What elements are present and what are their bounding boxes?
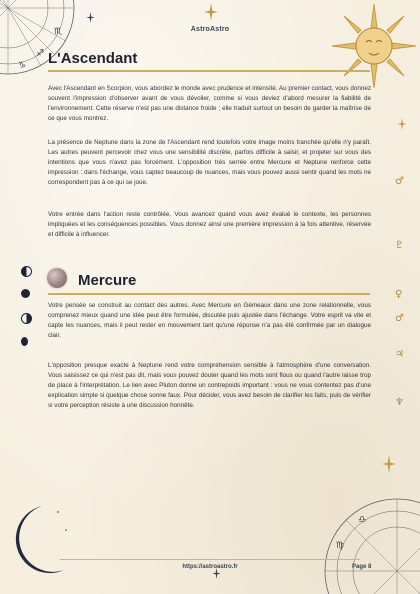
sun-face-icon bbox=[330, 2, 418, 90]
mercury-paragraph-2: L'opposition presque exacte à Neptune rend votre compréhension sensible à l'atmosphère d'une conversation. Vous saisissez ce qui n'est pas dit, mais vous pouvez douter quand les mots sont flous ou quand l'autre laisse trop de place à l'interprétation. Le lien avec Pluton donne un contrepoids important : vous ne vous contentez pas d'une explication simple si quelque chose sonne faux. Pour décider, vous avez besoin de clarifier les faits, puis de vérifier si votre perception résiste à une discussion honnête. bbox=[48, 362, 371, 409]
svg-text:♐: ♐ bbox=[36, 49, 45, 59]
moon-phase-icon bbox=[21, 337, 28, 346]
ascendant-paragraph-2: La présence de Neptune dans la zone de l'Ascendant rend toutefois votre image moins tranchée qu'elle n'y paraît. Les autres peuvent percevoir chez vous une sensibilité discrète, parfois difficile à saisir, et projeter sur vous des intentions que vous n'avez pas forcément. L'opposition très serrée entre Mercure et Neptune renforce cette impression : dans l'échange, vous captez beaucoup de nuances, mais vous pouvez aussi sentir quand les mots ne correspondent pas à ce qui se joue. bbox=[48, 139, 371, 186]
svg-text:♑: ♑ bbox=[18, 61, 27, 71]
sparkle-star-icon bbox=[86, 12, 95, 23]
mars-glyph-icon: ♂ bbox=[395, 176, 404, 187]
jupiter-glyph-icon: ♃ bbox=[395, 349, 404, 360]
svg-text:♏: ♏ bbox=[54, 27, 63, 37]
zodiac-wheel-icon bbox=[322, 496, 420, 594]
sparkle-star-icon bbox=[381, 455, 397, 473]
sparkle-star-icon bbox=[397, 118, 407, 130]
brand-name: AstroAstro bbox=[190, 26, 230, 33]
svg-text:♎: ♎ bbox=[358, 515, 367, 525]
svg-text:♍: ♍ bbox=[336, 541, 345, 551]
section-title-ascendant: L'Ascendant bbox=[48, 50, 138, 67]
page-number: Page 8 bbox=[352, 564, 372, 570]
venus-glyph-icon: ♀ bbox=[395, 289, 403, 300]
footer-divider bbox=[60, 559, 360, 560]
ascendant-paragraph-3: Votre entrée dans l'action reste contrôlée. Vous avancez quand vous avez évalué le contexte, les personnes impliquées et les conséquences possibles. Vous donnez ainsi une première impression à la fois attentive, réservée et difficile à influencer. bbox=[48, 211, 371, 238]
pluto-glyph-icon: ♇ bbox=[395, 240, 404, 251]
moon-phase-icon bbox=[21, 289, 30, 298]
ascendant-paragraph-1: Avec l'Ascendant en Scorpion, vous abordez le monde avec prudence et intensité. Au premier contact, vous donnez souvent l'impression d'observer avant de vous dévoiler, comme si vous deviez d'abord mesurer la fiabilité de l'environnement. Cette réserve n'est pas une distance froide ; elle traduit surtout un besoin de garder la maîtrise de ce que vous montrez. bbox=[48, 85, 371, 122]
title-underline bbox=[48, 70, 370, 72]
mars-glyph-icon: ♂ bbox=[395, 313, 404, 324]
section-title-mercury: Mercure bbox=[78, 272, 137, 289]
title-underline bbox=[48, 293, 370, 295]
mercury-paragraph-1: Votre pensée se construit au contact des autres. Avec Mercure en Gémeaux dans une zone relationnelle, vous comprenez mieux quand une idée peut être formulée, discutée puis ajustée dans l'échange. Votre esprit va vite et capte les nuances, mais il peut rester en mouvement tant qu'une réponse n'a pas été confirmée par un dialogue clair. bbox=[48, 302, 371, 339]
footer-url-link[interactable]: https://astroastro.fr bbox=[182, 564, 238, 570]
neptune-glyph-icon: ♆ bbox=[395, 397, 404, 408]
mercury-planet-icon bbox=[47, 268, 67, 288]
moon-phase-icon bbox=[21, 313, 32, 324]
moon-phase-icon bbox=[21, 266, 32, 277]
sparkle-star-icon bbox=[204, 3, 218, 21]
